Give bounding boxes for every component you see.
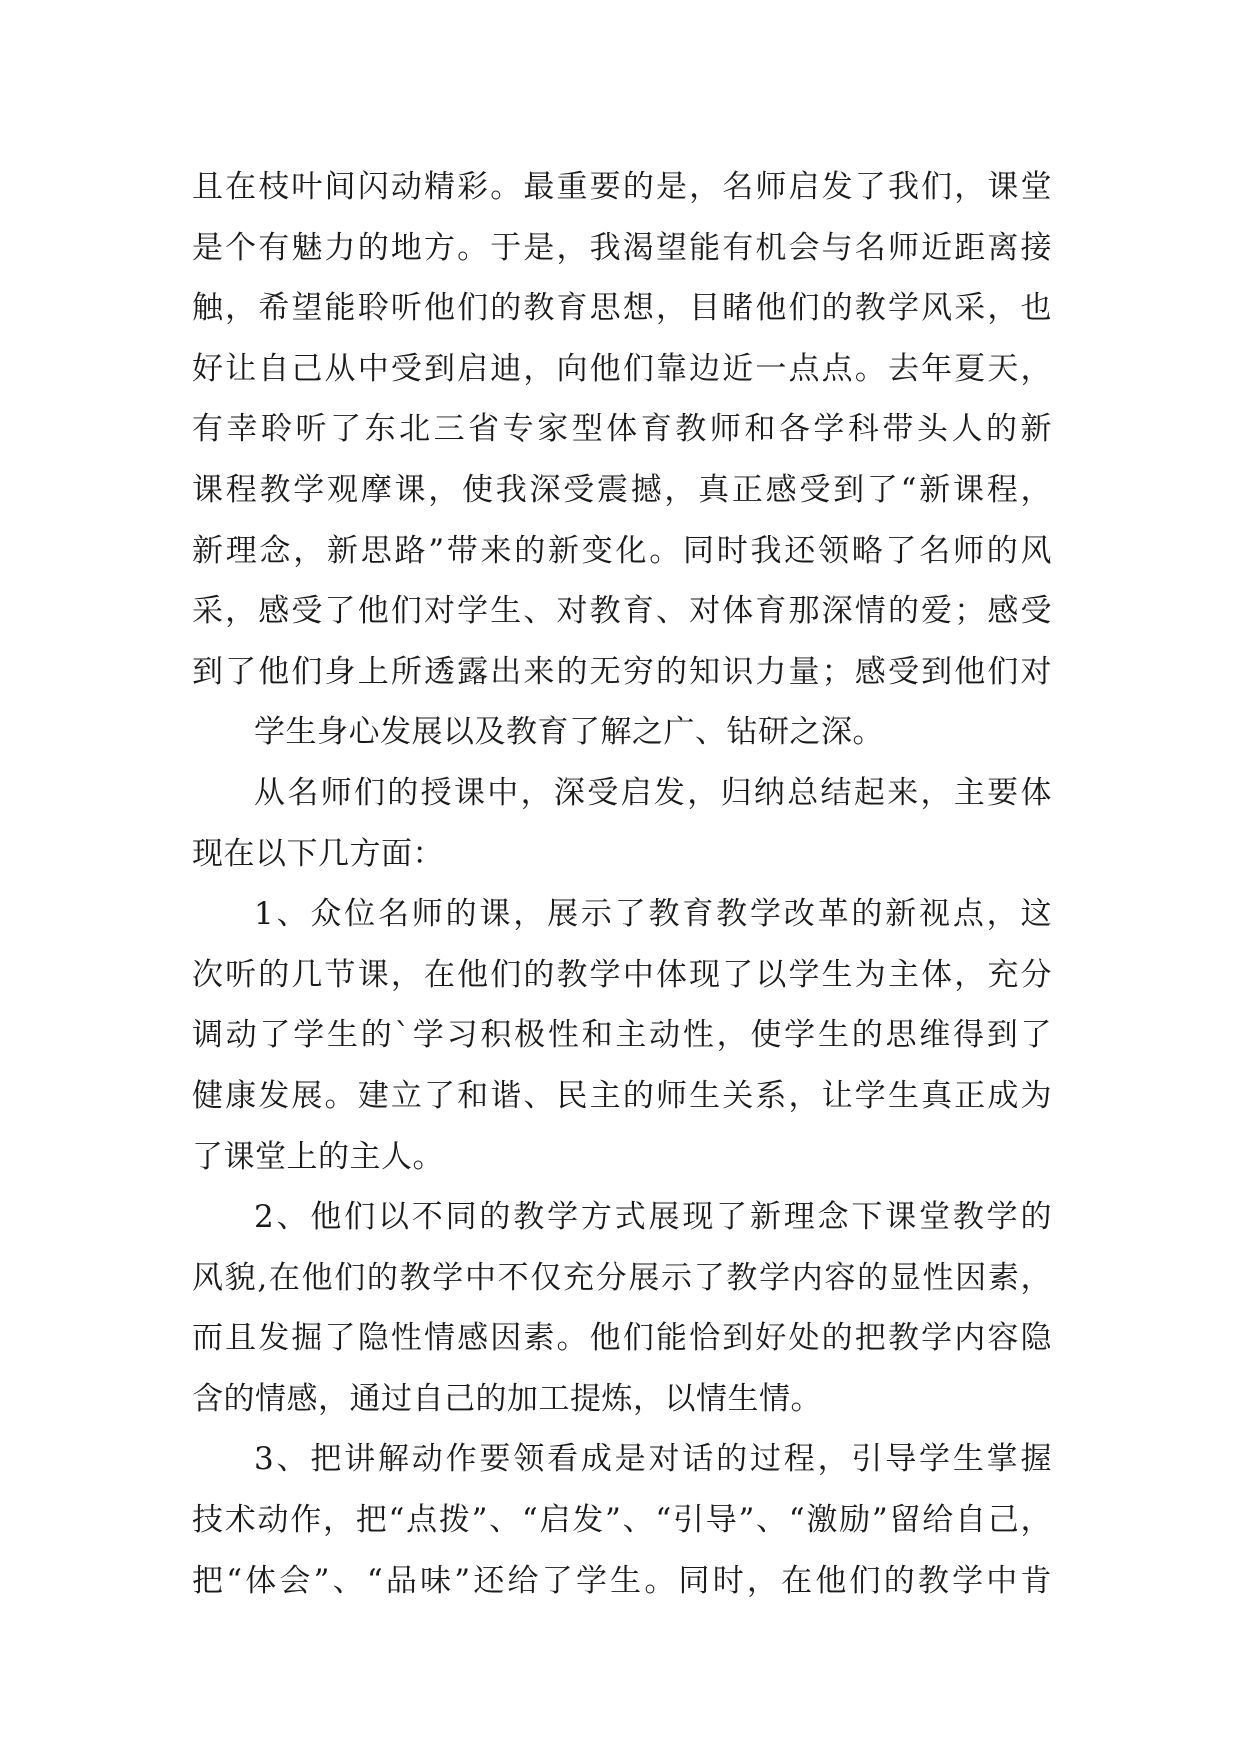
text-line: 技术动作，把“点拨”、“启发”、“引导”、“激励”留给自己， xyxy=(192,1502,1052,1539)
text-line: 触，希望能聆听他们的教育思想，目睹他们的教学风采，也 xyxy=(192,290,1052,327)
text-line: 调动了学生的`学习积极性和主动性，使学生的思维得到了 xyxy=(192,1017,1052,1054)
text-line: 且在枝叶间闪动精彩。最重要的是，名师启发了我们，课堂 xyxy=(192,169,1052,205)
text-line: 次听的几节课，在他们的教学中体现了以学生为主体，充分 xyxy=(192,956,1052,993)
paragraph-5 xyxy=(192,1187,1052,1429)
text-line: 新理念，新思路”带来的新变化。同时我还领略了名师的风 xyxy=(192,532,1052,569)
paragraph-1 xyxy=(192,157,1052,702)
text-line: 从名师们的授课中，深受启发，归纳总结起来，主要体 xyxy=(254,774,1052,811)
text-line: 有幸聆听了东北三省专家型体育教师和各学科带头人的新 xyxy=(192,411,1052,448)
text-line: 含的情感，通过自己的加工提炼，以情生情。 xyxy=(192,1380,822,1417)
text-line: 2、他们以不同的教学方式展现了新理念下课堂教学的 xyxy=(254,1199,1052,1236)
text-line: 现在以下几方面： xyxy=(192,835,444,872)
text-line: 采，感受了他们对学生、对教育、对体育那深情的爱；感受 xyxy=(192,593,1052,630)
document-body xyxy=(192,157,1052,1611)
paragraph-3 xyxy=(192,763,1052,884)
paragraph-2 xyxy=(192,702,1052,763)
text-line: 学生身心发展以及教育了解之广、钻研之深。 xyxy=(254,714,884,751)
text-line: 到了他们身上所透露出来的无穷的知识力量；感受到他们对 xyxy=(192,653,1052,690)
text-line: 把“体会”、“品味”还给了学生。同时，在他们的教学中肯 xyxy=(192,1562,1052,1599)
paragraph-4 xyxy=(192,884,1052,1187)
text-line: 1、众位名师的课，展示了教育教学改革的新视点，这 xyxy=(254,896,1052,933)
text-line: 了课堂上的主人。 xyxy=(192,1138,444,1175)
text-line: 好让自己从中受到启迪，向他们靠边近一点点。去年夏天， xyxy=(192,350,1052,387)
text-line: 健康发展。建立了和谐、民主的师生关系，让学生真正成为 xyxy=(192,1077,1052,1114)
text-line: 3、把讲解动作要领看成是对话的过程，引导学生掌握 xyxy=(254,1441,1052,1478)
text-line: 课程教学观摩课，使我深受震撼，真正感受到了“新课程， xyxy=(192,471,1052,508)
text-line: 风貌,在他们的教学中不仅充分展示了教学内容的显性因素， xyxy=(192,1259,1052,1296)
text-line: 是个有魅力的地方。于是，我渴望能有机会与名师近距离接 xyxy=(192,229,1052,266)
paragraph-6 xyxy=(192,1429,1052,1611)
text-line: 而且发掘了隐性情感因素。他们能恰到好处的把教学内容隐 xyxy=(192,1320,1052,1357)
